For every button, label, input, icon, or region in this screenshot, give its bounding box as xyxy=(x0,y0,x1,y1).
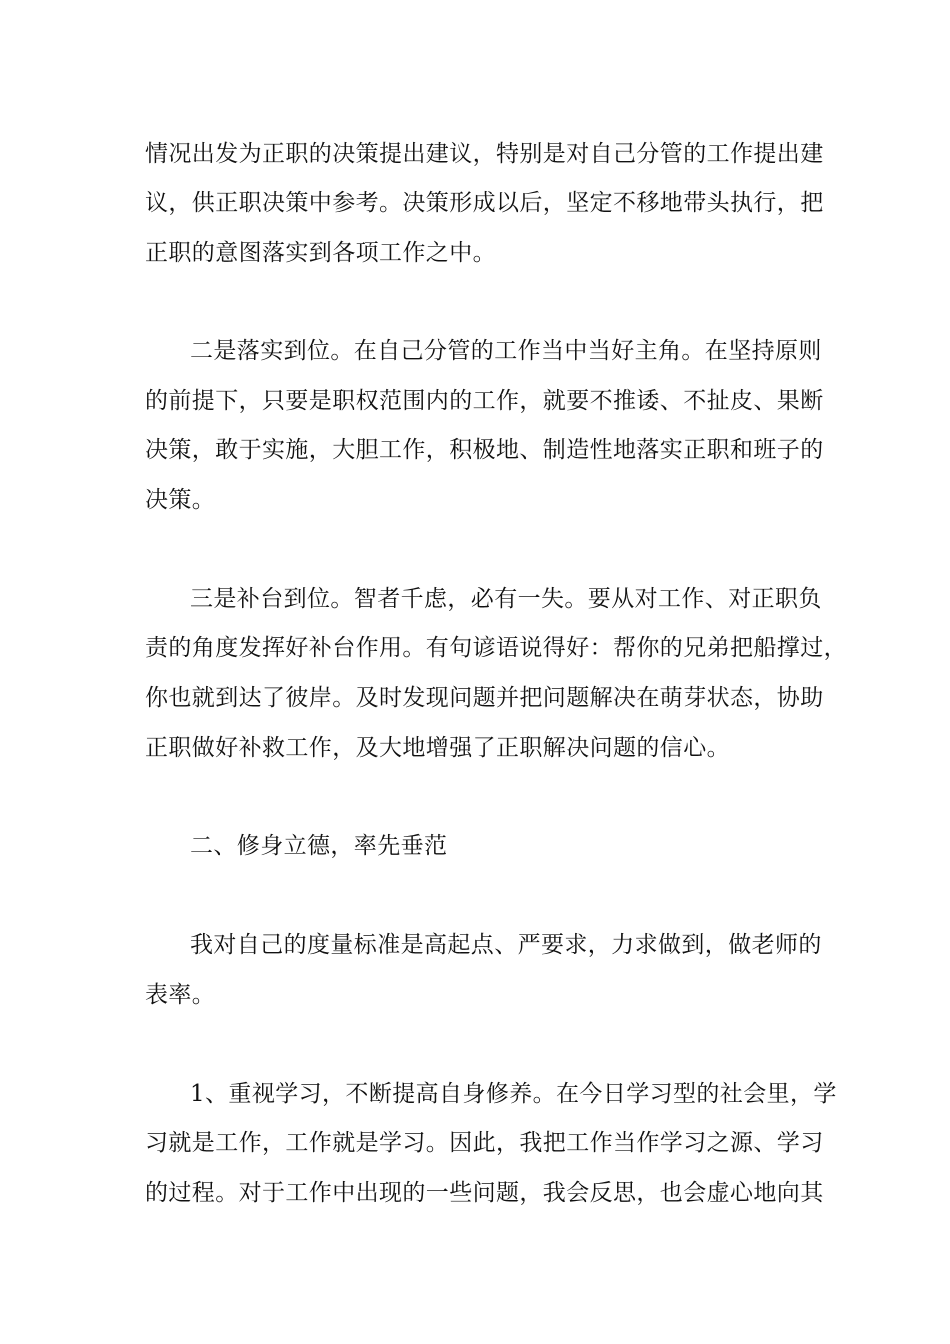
text-line: 正职的意图落实到各项工作之中。 xyxy=(145,240,496,266)
text-line: 决策。 xyxy=(145,487,216,513)
paragraph-first-line: 我对自己的度量标准是高起点、严要求，力求做到，做老师的 xyxy=(190,932,822,958)
text-line: 责的角度发挥好补台作用。有句谚语说得好：帮你的兄弟把船撑过， xyxy=(145,635,847,661)
paragraph-first-line: 二是落实到位。在自己分管的工作当中当好主角。在坚持原则 xyxy=(190,338,822,364)
paragraph-first-line: 三是补台到位。智者千虑，必有一失。要从对工作、对正职负 xyxy=(190,586,822,612)
text-line: 议，供正职决策中参考。决策形成以后，坚定不移地带头执行，把 xyxy=(145,190,824,216)
text-line: 的过程。对于工作中出现的一些问题，我会反思，也会虚心地向其 xyxy=(145,1180,824,1206)
text-line: 习就是工作，工作就是学习。因此，我把工作当作学习之源、学习 xyxy=(145,1130,824,1156)
text-line: 情况出发为正职的决策提出建议，特别是对自己分管的工作提出建 xyxy=(145,141,824,167)
section-heading: 二、修身立德，率先垂范 xyxy=(190,833,448,859)
paragraph-first-line: 1、重视学习，不断提高自身修养。在今日学习型的社会里，学 xyxy=(190,1081,837,1107)
text-line: 的前提下，只要是职权范围内的工作，就要不推诿、不扯皮、果断 xyxy=(145,388,824,414)
text-line: 决策，敢于实施，大胆工作，积极地、制造性地落实正职和班子的 xyxy=(145,437,824,463)
text-line: 你也就到达了彼岸。及时发现问题并把问题解决在萌芽状态，协助 xyxy=(145,685,824,711)
text-line: 表率。 xyxy=(145,982,216,1008)
text-line: 正职做好补救工作，及大地增强了正职解决问题的信心。 xyxy=(145,735,730,761)
